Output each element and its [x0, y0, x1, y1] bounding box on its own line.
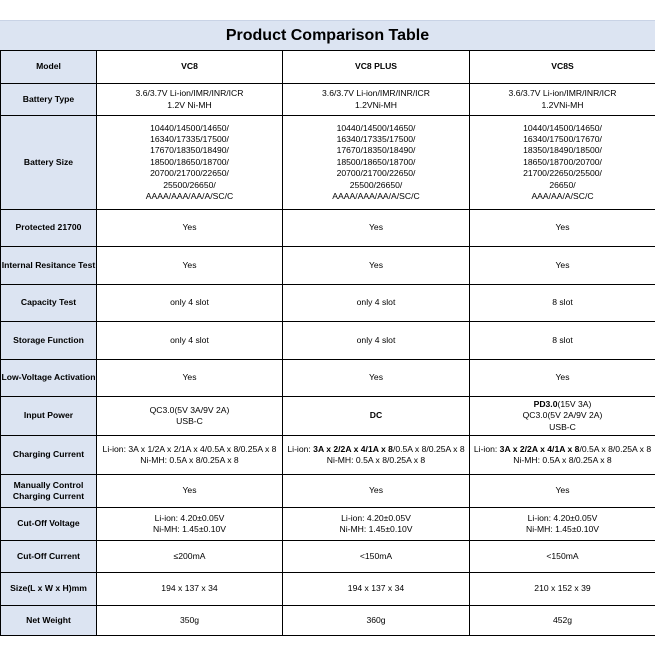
- row-label: Capacity Test: [1, 285, 97, 322]
- row-internal-resistance: [1, 247, 655, 285]
- cell-vc8s: Yes: [470, 475, 655, 508]
- row-battery-size: [1, 116, 655, 210]
- cell-vc8s: Yes: [470, 247, 655, 285]
- cell-vc8: Yes: [97, 360, 283, 397]
- row-battery-type: [1, 84, 655, 116]
- row-label: Input Power: [1, 397, 97, 436]
- cell-vc8s: 10440/14500/14650/ 16340/17500/17670/ 18350/18490/18500/ 18650/18700/20700/ 21700/22650/25500/ 26650/ AAA/AA/A/SC/C: [470, 116, 655, 210]
- cell-vc8: ≤200mA: [97, 541, 283, 573]
- cell-vc8plus: DC: [283, 397, 470, 436]
- cell-vc8plus: only 4 slot: [283, 322, 470, 360]
- cell-vc8s: 8 slot: [470, 322, 655, 360]
- cell-vc8plus: Yes: [283, 210, 470, 247]
- row-storage: [1, 322, 655, 360]
- cell-vc8s: Li-ion: 3A x 2/2A x 4/1A x 8/0.5A x 8/0.25A x 8 Ni-MH: 0.5A x 8/0.25A x 8: [470, 436, 655, 475]
- row-label: Internal Resitance Test: [1, 247, 97, 285]
- row-label: Protected 21700: [1, 210, 97, 247]
- table-title: Product Comparison Table: [0, 20, 655, 51]
- cell-vc8s: Yes: [470, 360, 655, 397]
- cell-vc8: only 4 slot: [97, 322, 283, 360]
- cell-vc8: only 4 slot: [97, 285, 283, 322]
- cell-vc8plus: Li-ion: 4.20±0.05V Ni-MH: 1.45±0.10V: [283, 508, 470, 541]
- cell-vc8plus: Li-ion: 3A x 2/2A x 4/1A x 8/0.5A x 8/0.25A x 8 Ni-MH: 0.5A x 8/0.25A x 8: [283, 436, 470, 475]
- cell-vc8plus: 10440/14500/14650/ 16340/17335/17500/ 17670/18350/18490/ 18500/18650/18700/ 20700/21700/22650/ 25500/26650/ AAAA/AAA/AA/A/SC/C: [283, 116, 470, 210]
- header-row: [1, 51, 655, 84]
- cell-vc8s: 452g: [470, 606, 655, 636]
- cell-vc8plus: Yes: [283, 247, 470, 285]
- cell-vc8s: <150mA: [470, 541, 655, 573]
- row-label: Net Weight: [1, 606, 97, 636]
- cell-vc8: Li-ion: 4.20±0.05V Ni-MH: 1.45±0.10V: [97, 508, 283, 541]
- row-label: Size(L x W x H)mm: [1, 573, 97, 606]
- header-vc8: VC8: [97, 51, 283, 84]
- row-label: Storage Function: [1, 322, 97, 360]
- row-low-voltage: [1, 360, 655, 397]
- row-net-weight: [1, 606, 655, 636]
- cell-vc8: 3.6/3.7V Li-ion/IMR/INR/ICR 1.2V Ni-MH: [97, 84, 283, 116]
- cell-vc8plus: 3.6/3.7V Li-ion/IMR/INR/ICR 1.2VNi-MH: [283, 84, 470, 116]
- cell-vc8s: PD3.0(15V 3A) QC3.0(5V 2A/9V 2A) USB-C: [470, 397, 655, 436]
- cell-vc8plus: only 4 slot: [283, 285, 470, 322]
- cell-vc8: 350g: [97, 606, 283, 636]
- cell-vc8plus: <150mA: [283, 541, 470, 573]
- row-manual-control: [1, 475, 655, 508]
- cell-vc8: Yes: [97, 247, 283, 285]
- cell-vc8s: Li-ion: 4.20±0.05V Ni-MH: 1.45±0.10V: [470, 508, 655, 541]
- row-label: Cut-Off Voltage: [1, 508, 97, 541]
- header-vc8plus: VC8 PLUS: [283, 51, 470, 84]
- row-cutoff-voltage: [1, 508, 655, 541]
- cell-vc8: Yes: [97, 210, 283, 247]
- row-label: Cut-Off Current: [1, 541, 97, 573]
- cell-vc8plus: Yes: [283, 475, 470, 508]
- header-vc8s: VC8S: [470, 51, 655, 84]
- cell-vc8: 10440/14500/14650/ 16340/17335/17500/ 17670/18350/18490/ 18500/18650/18700/ 20700/21700/22650/ 25500/26650/ AAAA/AAA/AA/A/SC/C: [97, 116, 283, 210]
- row-label: Charging Current: [1, 436, 97, 475]
- row-label: Low-Voltage Activation: [1, 360, 97, 397]
- cell-vc8plus: 194 x 137 x 34: [283, 573, 470, 606]
- cell-vc8: 194 x 137 x 34: [97, 573, 283, 606]
- row-label: Manually Control Charging Current: [1, 475, 97, 508]
- row-capacity: [1, 285, 655, 322]
- row-charging-current: [1, 436, 655, 475]
- row-label: Battery Type: [1, 84, 97, 116]
- row-label-model: Model: [1, 51, 97, 84]
- cell-vc8s: 8 slot: [470, 285, 655, 322]
- row-size: [1, 573, 655, 606]
- row-input-power: [1, 397, 655, 436]
- cell-vc8s: 3.6/3.7V Li-ion/IMR/INR/ICR 1.2VNi-MH: [470, 84, 655, 116]
- row-label: Battery Size: [1, 116, 97, 210]
- cell-vc8: Li-ion: 3A x 1/2A x 2/1A x 4/0.5A x 8/0.25A x 8 Ni-MH: 0.5A x 8/0.25A x 8: [97, 436, 283, 475]
- cell-vc8s: Yes: [470, 210, 655, 247]
- row-cutoff-current: [1, 541, 655, 573]
- row-protected: [1, 210, 655, 247]
- cell-vc8s: 210 x 152 x 39: [470, 573, 655, 606]
- cell-vc8: Yes: [97, 475, 283, 508]
- cell-vc8plus: 360g: [283, 606, 470, 636]
- cell-vc8: QC3.0(5V 3A/9V 2A) USB-C: [97, 397, 283, 436]
- comparison-table: [0, 50, 655, 636]
- cell-vc8plus: Yes: [283, 360, 470, 397]
